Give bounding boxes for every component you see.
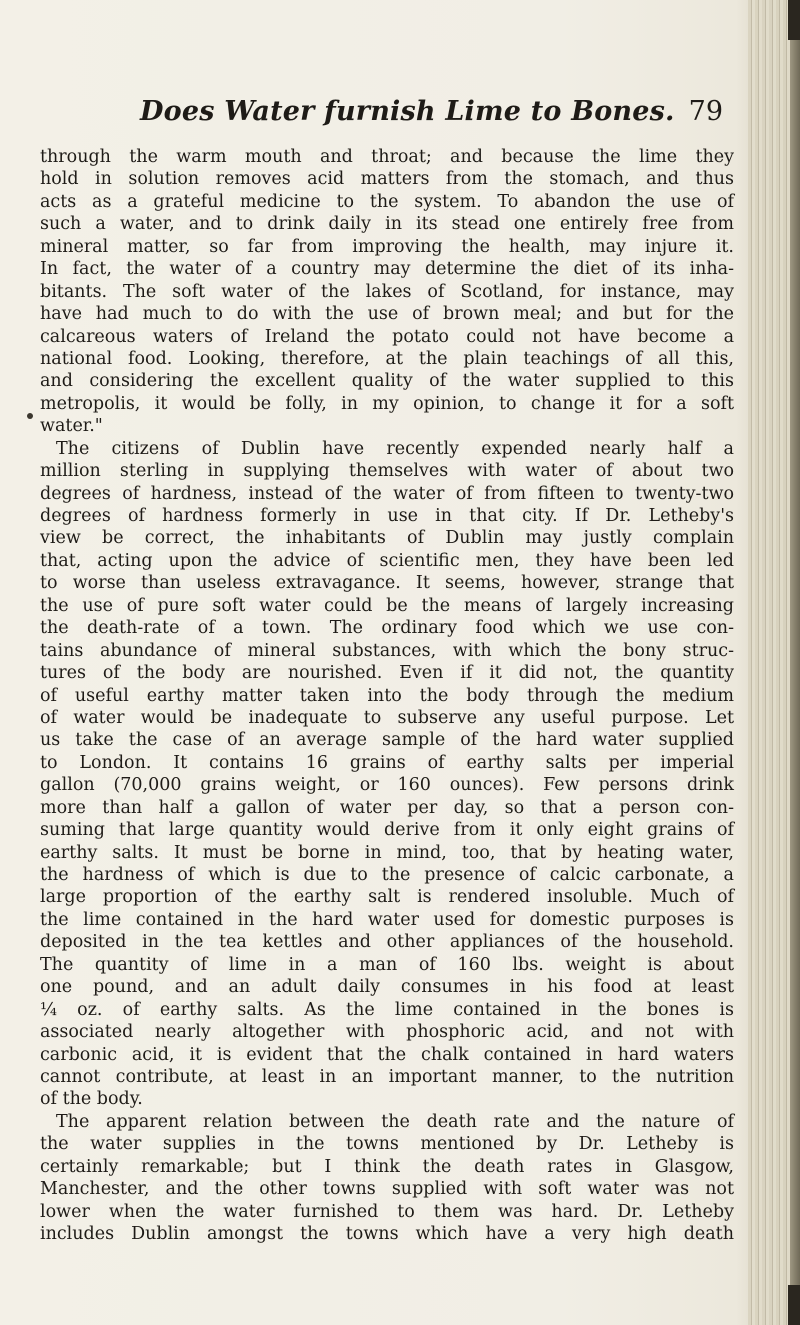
text-line: that, acting upon the advice of scientific men, they have been led xyxy=(40,550,734,571)
running-title: Does Water furnish Lime to Bones. xyxy=(140,96,675,127)
text-line: calcareous waters of Ireland the potato could not have become a xyxy=(40,326,734,347)
text-line: the lime contained in the hard water used for domestic purposes is xyxy=(40,909,734,930)
page-header xyxy=(40,96,740,132)
text-line: through the warm mouth and throat; and because the lime they xyxy=(40,147,734,167)
paragraph-start: The citizens of Dublin have recently expended nearly half a xyxy=(56,438,734,459)
text-line: to worse than useless extravagance. It seems, however, strange that xyxy=(40,573,734,594)
text-line: the death-rate of a town. The ordinary food which we use con- xyxy=(40,618,734,639)
scan-corner-mark-top xyxy=(788,0,800,40)
text-line: tains abundance of mineral substances, with which the bony struc- xyxy=(40,640,734,661)
text-line: suming that large quantity would derive from it only eight grains of xyxy=(40,820,734,841)
text-line: one pound, and an adult daily consumes in his food at least xyxy=(40,977,734,998)
text-line: hold in solution removes acid matters from the stomach, and thus xyxy=(40,169,734,190)
page-number: 79 xyxy=(688,96,723,127)
text-line: ¼ oz. of earthy salts. As the lime contained in the bones is xyxy=(40,999,734,1020)
text-line: national food. Looking, therefore, at the plain teachings of all this, xyxy=(40,348,734,369)
text-line: gallon (70,000 grains weight, or 160 ounces). Few persons drink xyxy=(40,775,734,796)
text-line: water." xyxy=(40,416,103,437)
text-line: In fact, the water of a country may determine the diet of its inha- xyxy=(40,259,734,280)
text-line: acts as a grateful medicine to the system. To abandon the use of xyxy=(40,191,734,212)
text-line: of useful earthy matter taken into the body through the medium xyxy=(40,685,734,706)
text-line: cannot contribute, at least in an important manner, to the nutrition xyxy=(40,1066,734,1087)
text-line: mineral matter, so far from improving the health, may injure it. xyxy=(40,236,734,257)
text-line: lower when the water furnished to them was hard. Dr. Letheby xyxy=(40,1201,734,1222)
text-line: million sterling in supplying themselves with water of about two xyxy=(40,461,734,482)
text-line: the hardness of which is due to the presence of calcic carbonate, a xyxy=(40,865,734,885)
text-line: more than half a gallon of water per day, so that a person con- xyxy=(40,797,734,818)
text-line: such a water, and to drink daily in its stead one entirely free from xyxy=(40,214,734,235)
text-line: earthy salts. It must be borne in mind, too, that by heating water, xyxy=(40,842,734,863)
text-line: tures of the body are nourished. Even if it did not, the quantity xyxy=(40,663,734,684)
text-line: the water supplies in the towns mentioned by Dr. Letheby is xyxy=(40,1134,734,1155)
text-line: associated nearly altogether with phosphoric acid, and not with xyxy=(40,1022,734,1043)
body-text xyxy=(40,146,734,1245)
page-edge xyxy=(790,0,800,1325)
text-line: of the body. xyxy=(40,1089,143,1110)
text-line: and considering the excellent quality of the water supplied to this xyxy=(40,371,734,392)
scan-corner-mark-bottom xyxy=(788,1285,800,1325)
text-line: view be correct, the inhabitants of Dublin may justly complain xyxy=(40,528,734,549)
text-line: degrees of hardness, instead of the water of from fifteen to twenty-two xyxy=(40,483,734,504)
text-line: large proportion of the earthy salt is rendered insoluble. Much of xyxy=(40,887,734,908)
text-line: deposited in the tea kettles and other appliances of the household. xyxy=(40,932,734,953)
text-line: Manchester, and the other towns supplied with soft water was not xyxy=(40,1179,734,1200)
text-line: degrees of hardness formerly in use in that city. If Dr. Letheby's xyxy=(40,506,734,526)
text-line: to London. It contains 16 grains of earthy salts per imperial xyxy=(40,752,734,773)
paragraph-start: The apparent relation between the death rate and the nature of xyxy=(56,1111,734,1132)
text-line: The quantity of lime in a man of 160 lbs. weight is about xyxy=(40,954,734,975)
text-line: have had much to do with the use of brown meal; and but for the xyxy=(40,304,734,325)
text-line: metropolis, it would be folly, in my opinion, to change it for a soft xyxy=(40,393,734,414)
text-line: certainly remarkable; but I think the death rates in Glasgow, xyxy=(40,1156,734,1177)
text-line: bitants. The soft water of the lakes of Scotland, for instance, may xyxy=(40,281,734,302)
text-line: the use of pure soft water could be the means of largely increasing xyxy=(40,595,734,616)
margin-ink-dot xyxy=(27,413,33,419)
text-line: of water would be inadequate to subserve any useful purpose. Let xyxy=(40,707,734,728)
text-line: carbonic acid, it is evident that the chalk contained in hard waters xyxy=(40,1044,734,1065)
text-line: includes Dublin amongst the towns which have a very high death xyxy=(40,1224,734,1244)
text-line: us take the case of an average sample of the hard water supplied xyxy=(40,730,734,751)
